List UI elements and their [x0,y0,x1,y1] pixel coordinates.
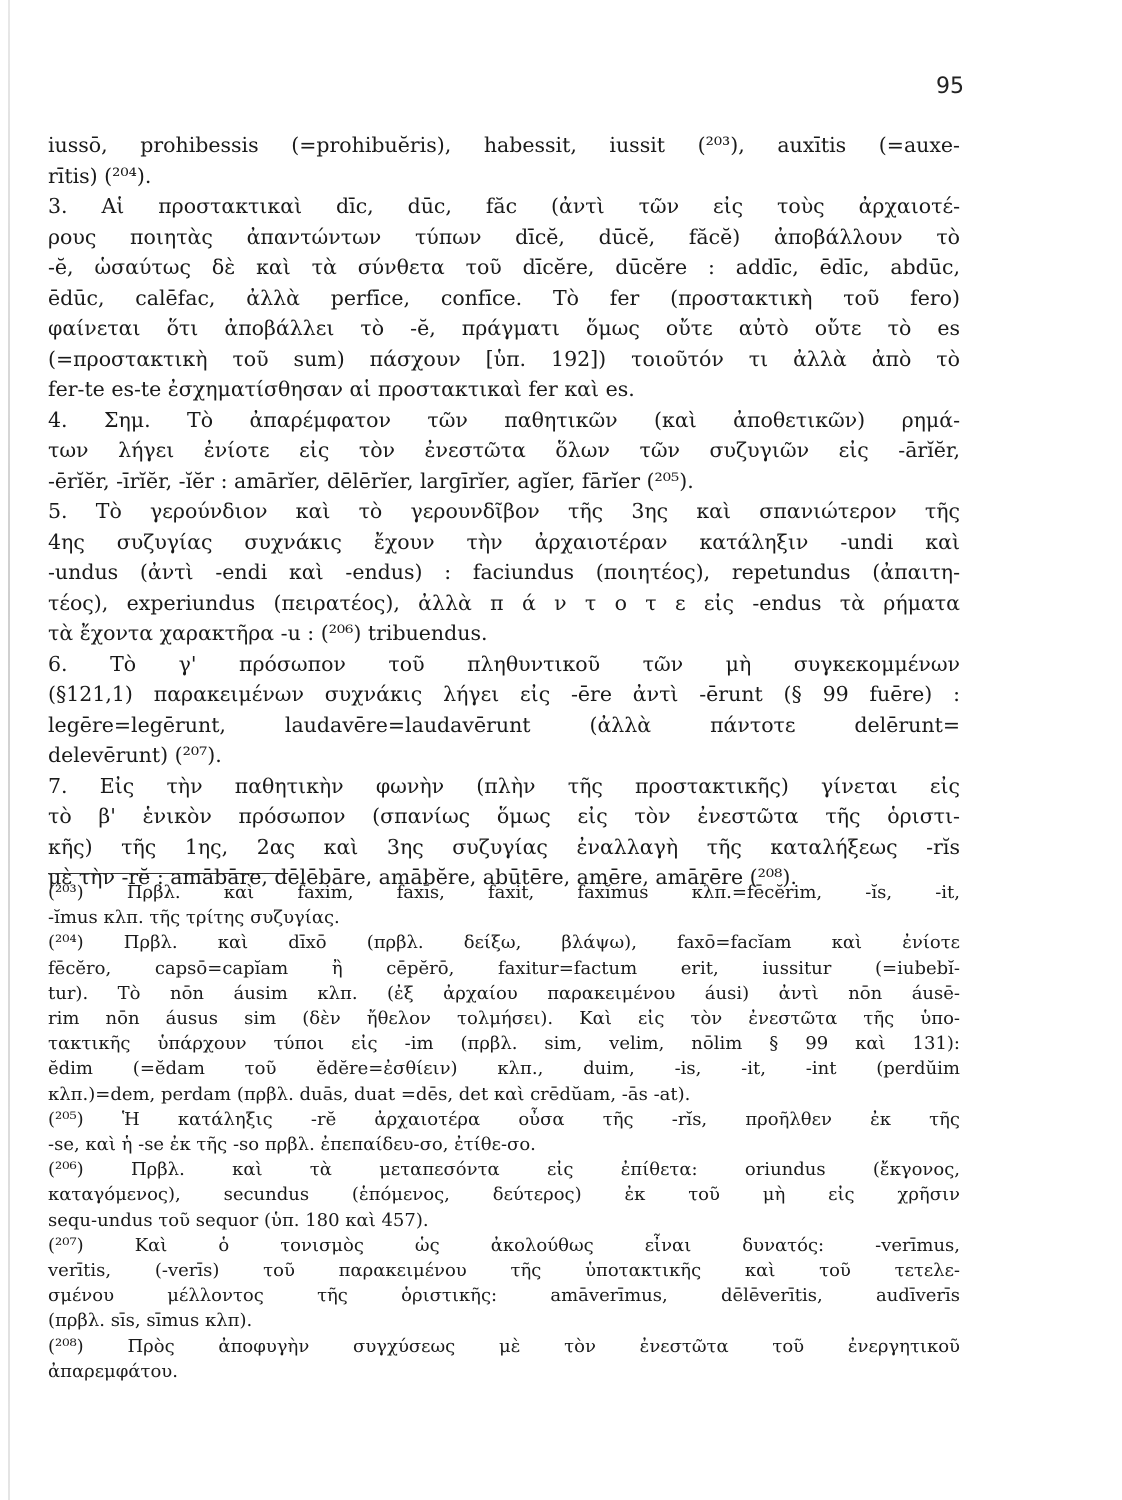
text-line: ρους ποιητὰς ἀπαντώντων τύπων dīcĕ, dūcĕ, făcĕ) ἀποβάλλουν τὸ [48,224,960,249]
footnote-line: sequ-undus τοῦ sequor (ὑπ. 180 καὶ 457). [48,1209,429,1231]
main-text [48,130,960,893]
footnote-line: rim nōn áusus sim (δὲν ἤθελον τολμήσει). Καὶ εἰς τὸν ἐνεστῶτα τῆς ὑπο- [48,1008,960,1030]
text-line: μὲ τὴν -rĕ : amābāre, dēlēbāre, amābĕre, abūtēre, amēre, amārēre (²⁰⁸). [48,865,797,889]
text-line: rītis) (²⁰⁴). [48,163,152,188]
footnotes [48,880,960,1384]
text-line: (§121,1) παρακειμένων συχνάκις λήγει εἰς -ēre ἀντὶ -ērunt (§ 99 fuēre) : [48,682,960,706]
text-line: τὰ ἔχοντα χαρακτῆρα -u : (²⁰⁶) tribuendus. [48,621,488,645]
text-line: legēre=legērunt, laudavēre=laudavērunt (ἀλλὰ πάντοτε delērunt= [48,712,960,737]
text-line: 4ης συζυγίας συχνάκις ἔχουν τὴν ἀρχαιοτέραν κατάληξιν -undi καὶ [48,529,960,554]
footnote-line: (πρβλ. sīs, sīmus κλπ). [48,1310,253,1332]
text-line: fer-te es-te ἐσχηματίσθησαν αἱ προστακτικαὶ fer καὶ es. [48,377,635,401]
page-edge-shadow [8,0,10,1500]
footnote-line: (²⁰⁸) Πρὸς ἀποφυγὴν συγχύσεως μὲ τὸν ἐνεστῶτα τοῦ ἐνεργητικοῦ [48,1335,960,1357]
text-line: τέος), experiundus (πειρατέος), ἀλλὰ π ά ν τ ο τ ε εἰς -endus τὰ ρήματα [48,590,960,615]
footnote-line: -ĭmus κλπ. τῆς τρίτης συζυγίας. [48,907,340,929]
text-line: κῆς) τῆς 1ης, 2ας καὶ 3ης συζυγίας ἐναλλαγὴ τῆς καταλήξεως -rĭs [48,834,960,859]
footnote-line: -se, καὶ ἡ -se ἐκ τῆς -so πρβλ. ἐπεπαίδευ-σο, ἐτίθε-σο. [48,1134,536,1156]
text-line: ēdūc, calēfac, ἀλλὰ perfīce, confīce. Τὸ fer (προστακτικὴ τοῦ fero) [48,285,960,310]
text-line: 6. Τὸ γ' πρόσωπον τοῦ πληθυντικοῦ τῶν μὴ συγκεκομμένων [48,651,960,676]
footnote-line: κλπ.)=dem, perdam (πρβλ. duās, duat =dēs, det καὶ crēdŭam, -ās -at). [48,1083,691,1105]
footnote-line: (²⁰⁴) Πρβλ. καὶ dīxō (πρβλ. δείξω, βλάψω), faxō=facĭam καὶ ἐνίοτε [48,932,960,954]
footnote-line: σμένου μέλλοντος τῆς ὁριστικῆς: amāverīmus, dēlēverītis, audīverīs [48,1285,960,1307]
footnote-line: (²⁰³) Πρβλ. καὶ faxim, faxīs, faxit, faxĭmus κλπ.=fēcĕrim, -ĭs, -it, [48,882,960,903]
text-line: των λήγει ἐνίοτε εἰς τὸν ἐνεστῶτα ὅλων τῶν συζυγιῶν εἰς -ārĭĕr, [48,438,960,462]
text-line: -ērĭĕr, -īrĭĕr, -ĭĕr : amārĭer, dēlērĭer, largīrĭer, agĭer, fārĭer (²⁰⁵). [48,468,694,493]
text-line: τὸ β' ἑνικὸν πρόσωπον (σπανίως ὅμως εἰς τὸν ἐνεστῶτα τῆς ὁριστι- [48,804,960,828]
text-line: (=προστακτικὴ τοῦ sum) πάσχουν [ὑπ. 192]) τοιοῦτόν τι ἀλλὰ ἀπὸ τὸ [48,346,960,371]
text-line: 4. Σημ. Τὸ ἀπαρέμφατον τῶν παθητικῶν (καὶ ἀποθετικῶν) ρημά- [48,407,960,432]
footnote-line: verītis, (-verīs) τοῦ παρακειμένου τῆς ὑποτακτικῆς καὶ τοῦ τετελε- [48,1260,960,1282]
footnote-line: (²⁰⁷) Καὶ ὁ τονισμὸς ὡς ἀκολούθως εἶναι δυνατός: -verīmus, [48,1234,960,1256]
text-line: -ĕ, ὡσαύτως δὲ καὶ τὰ σύνθετα τοῦ dīcĕre, dūcĕre : addīc, ēdīc, abdūc, [48,255,960,279]
text-line: iussō, prohibessis (=prohibuĕris), habessit, iussit (²⁰³), auxītis (=auxe- [48,133,960,157]
footnote-line: (²⁰⁶) Πρβλ. καὶ τὰ μεταπεσόντα εἰς ἐπίθετα: oriundus (ἔκγονος, [48,1159,960,1181]
footnote-line: ἀπαρεμφάτου. [48,1360,178,1382]
footnote-line: fēcĕro, capsō=capĭam ἢ cēpĕrō, faxitur=factum erit, iussitur (=iubebĭ- [48,957,960,979]
footnote-line: καταγόμενος), secundus (ἑπόμενος, δεύτερος) ἐκ τοῦ μὴ εἰς χρῆσιν [48,1184,960,1206]
page-number: 95 [936,74,964,99]
footnote-line: ĕdim (=ĕdam τοῦ ĕdĕre=ἐσθίειν) κλπ., duim, -is, -it, -int (perdŭim [48,1058,960,1080]
text-line: 5. Τὸ γερούνδιον καὶ τὸ γερουνδῖβον τῆς 3ης καὶ σπανιώτερον τῆς [48,499,960,523]
text-line: delevērunt) (²⁰⁷). [48,743,222,767]
footnote-line: τακτικῆς ὑπάρχουν τύποι εἰς -im (πρβλ. sim, velim, nōlim § 99 καὶ 131): [48,1033,960,1055]
text-line: -undus (ἀντὶ -endi καὶ -endus) : faciundus (ποιητέος), repetundus (ἀπαιτη- [48,560,960,584]
footnote-line: tur). Τὸ nōn áusim κλπ. (ἐξ ἀρχαίου παρακειμένου áusi) ἀντὶ nōn áusē- [48,982,960,1004]
text-line: φαίνεται ὅτι ἀποβάλλει τὸ -ĕ, πράγματι ὅμως οὔτε αὐτὸ οὔτε τὸ es [48,316,960,340]
footnote-line: (²⁰⁵) Ἡ κατάληξις -rĕ ἀρχαιοτέρα οὖσα τῆς -rĭs, προῆλθεν ἐκ τῆς [48,1108,960,1130]
text-line: 3. Αἱ προστακτικαὶ dīc, dūc, făc (ἀντὶ τῶν εἰς τοὺς ἀρχαιοτέ- [48,194,960,218]
footnote-separator [48,873,288,874]
text-line: 7. Εἰς τὴν παθητικὴν φωνὴν (πλὴν τῆς προστακτικῆς) γίνεται εἰς [48,773,960,798]
